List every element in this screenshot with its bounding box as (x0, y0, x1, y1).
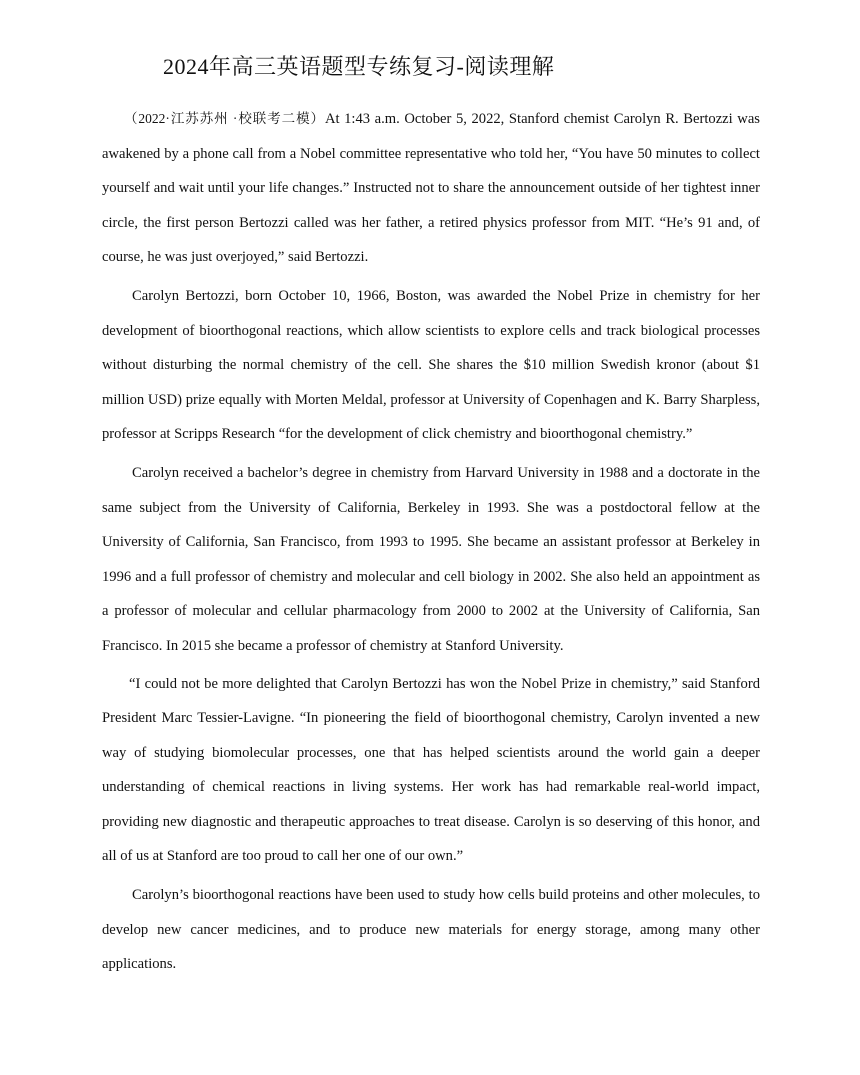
paragraph-2: Carolyn Bertozzi, born October 10, 1966, Boston, was awarded the Nobel Prize in chemistry for her development of bioorthogonal reactions, which allow scientists to explore cells and track biological processes without disturbing the normal chemistry of the cell. She shares the $10 million Swedish kronor (about $1 million USD) prize equally with Morten Meldal, professor at University of Copenhagen and K. Barry Sharpless, professor at Scripps Research “for the development of click chemistry and bioorthogonal chemistry.” (102, 287, 760, 443)
paragraph-1 (102, 102, 760, 275)
paragraph-5: Carolyn’s bioorthogonal reactions have been used to study how cells build proteins and other molecules, to develop new cancer medicines, and to produce new materials for energy storage, among many other applications. (102, 887, 760, 973)
paragraph-4: “I could not be more delighted that Carolyn Bertozzi has won the Nobel Prize in chemistry,” said Stanford President Marc Tessier-Lavigne. “In pioneering the field of bioorthogonal chemistry, Carolyn invented a new way of studying biomolecular processes, one that has helped scientists around the world gain a deeper understanding of chemical reactions in living systems. Her work has had remarkable real-world impact, providing new diagnostic and therapeutic approaches to treat disease. Carolyn is so deserving of this honor, and all of us at Stanford are too proud to call her one of our own.” (102, 675, 760, 865)
paragraph-3: Carolyn received a bachelor’s degree in chemistry from Harvard University in 1988 and a doctorate in the same subject from the University of California, Berkeley in 1993. She was a postdoctoral fellow at the University of California, San Francisco, from 1993 to 1995. She became an assistant professor at Berkeley in 1996 and a full professor of chemistry and molecular and cell biology in 2002. She also held an appointment as a professor of molecular and cellular pharmacology from 2000 to 2002 at the University of California, San Francisco. In 2015 she became a professor of chemistry at Stanford University. (102, 464, 760, 654)
paragraph-1-text: At 1:43 a.m. October 5, 2022, Stanford chemist Carolyn R. Bertozzi was awakened by a phone call from a Nobel committee representative who told her, “You have 50 minutes to collect yourself and wait until your life changes.” Instructed not to share the announcement outside of her tightest inner circle, the first person Bertozzi called was her father, a retired physics professor from MIT. “He’s 91 and, of course, he was just overjoyed,” said Bertozzi. (102, 111, 760, 266)
article-body (102, 102, 760, 982)
document-title: 2024年高三英语题型专练复习-阅读理解 (163, 54, 555, 79)
source-citation: （2022·江苏苏州 ·校联考二模） (124, 111, 325, 126)
